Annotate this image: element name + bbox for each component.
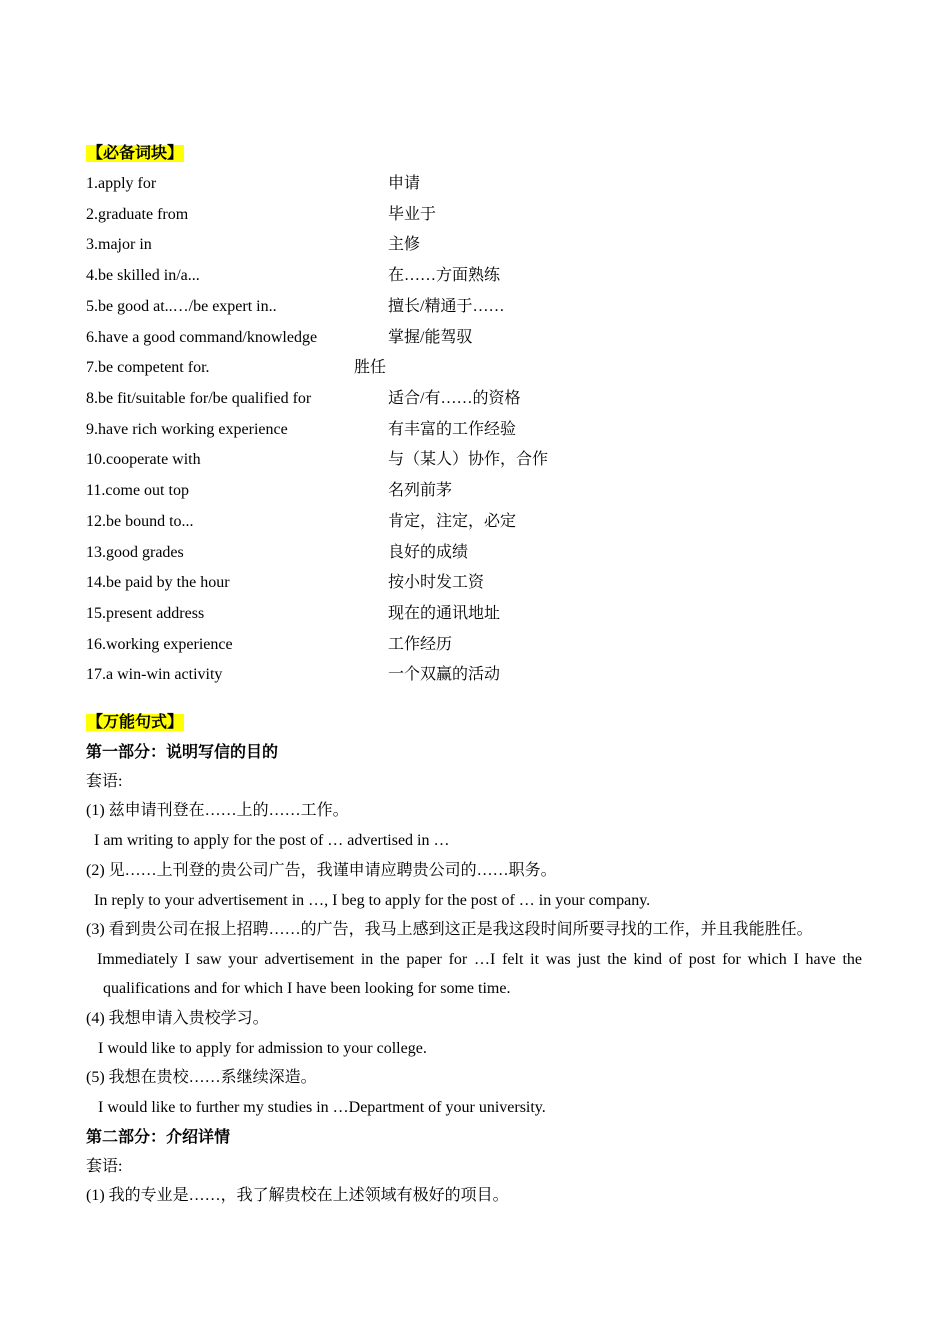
vocab-chinese: 主修	[388, 236, 421, 253]
vocab-english: 11.come out top	[86, 482, 189, 499]
sentence-english: I would like to further my studies in …Department of your university.	[98, 1099, 546, 1116]
section-heading-vocab	[86, 144, 184, 164]
section-heading-sentences-text: 【万能句式】	[87, 714, 184, 731]
vocab-chinese: 肯定，注定，必定	[388, 513, 517, 530]
vocab-english: 17.a win-win activity	[86, 666, 223, 683]
sentence-chinese: (1) 兹申请刊登在……上的……工作。	[86, 802, 349, 819]
sentence-english: I would like to apply for admission to your college.	[98, 1040, 427, 1057]
part-label: 套语:	[86, 1158, 123, 1175]
section-heading-sentences	[86, 713, 184, 733]
sentence-english: In reply to your advertisement in …, I beg to apply for the post of … in your company.	[94, 892, 651, 909]
section-heading-vocab-text: 【必备词块】	[87, 145, 184, 162]
vocab-chinese: 申请	[388, 175, 421, 192]
vocab-chinese: 胜任	[354, 359, 387, 376]
vocab-chinese: 工作经历	[388, 636, 453, 653]
vocab-chinese: 一个双赢的活动	[388, 666, 501, 683]
vocab-english: 15.present address	[86, 605, 205, 622]
vocab-english: 1.apply for	[86, 175, 157, 192]
vocab-english: 3.major in	[86, 236, 152, 253]
vocab-english: 9.have rich working experience	[86, 421, 288, 438]
part-heading: 第一部分：说明写信的目的	[86, 744, 279, 761]
vocab-english: 2.graduate from	[86, 206, 189, 223]
vocab-chinese: 与（某人）协作，合作	[388, 451, 549, 468]
sentence-chinese: (5) 我想在贵校……系继续深造。	[86, 1069, 317, 1086]
vocab-chinese: 在……方面熟练	[388, 267, 501, 284]
vocab-english: 7.be competent for.	[86, 359, 210, 376]
vocab-chinese: 名列前茅	[388, 482, 453, 499]
vocab-chinese: 适合/有……的资格	[388, 390, 521, 407]
vocab-english: 12.be bound to...	[86, 513, 194, 530]
vocab-english: 16.working experience	[86, 636, 233, 653]
vocab-english: 5.be good at..…/be expert in..	[86, 298, 277, 315]
vocab-english: 8.be fit/suitable for/be qualified for	[86, 390, 312, 407]
sentence-english-continued: qualifications and for which I have been looking for some time.	[103, 980, 511, 997]
sentence-english: Immediately I saw your advertisement in the paper for …I felt it was just the kind of post for which I have the	[97, 951, 862, 968]
vocab-english: 6.have a good command/knowledge	[86, 329, 318, 346]
vocab-english: 13.good grades	[86, 544, 184, 561]
vocab-chinese: 良好的成绩	[388, 544, 469, 561]
vocab-english: 14.be paid by the hour	[86, 574, 230, 591]
vocab-english: 10.cooperate with	[86, 451, 201, 468]
vocab-chinese: 按小时发工资	[388, 574, 485, 591]
sentence-chinese: (3) 看到贵公司在报上招聘……的广告，我马上感到这正是我这段时间所要寻找的工作，并且我能胜任。	[86, 921, 813, 938]
vocab-chinese: 掌握/能驾驭	[388, 329, 473, 346]
part-label: 套语:	[86, 773, 123, 790]
vocab-chinese: 有丰富的工作经验	[388, 421, 517, 438]
vocab-chinese: 现在的通讯地址	[388, 605, 501, 622]
sentence-english: I am writing to apply for the post of … advertised in …	[94, 832, 450, 849]
vocab-chinese: 毕业于	[388, 206, 437, 223]
sentence-chinese: (2) 见……上刊登的贵公司广告，我谨申请应聘贵公司的……职务。	[86, 862, 557, 879]
part-heading: 第二部分：介绍详情	[86, 1129, 231, 1146]
sentence-chinese: (1) 我的专业是……，我了解贵校在上述领域有极好的项目。	[86, 1187, 509, 1204]
vocab-english: 4.be skilled in/a...	[86, 267, 200, 284]
sentence-chinese: (4) 我想申请入贵校学习。	[86, 1010, 269, 1027]
vocab-chinese: 擅长/精通于……	[388, 298, 505, 315]
